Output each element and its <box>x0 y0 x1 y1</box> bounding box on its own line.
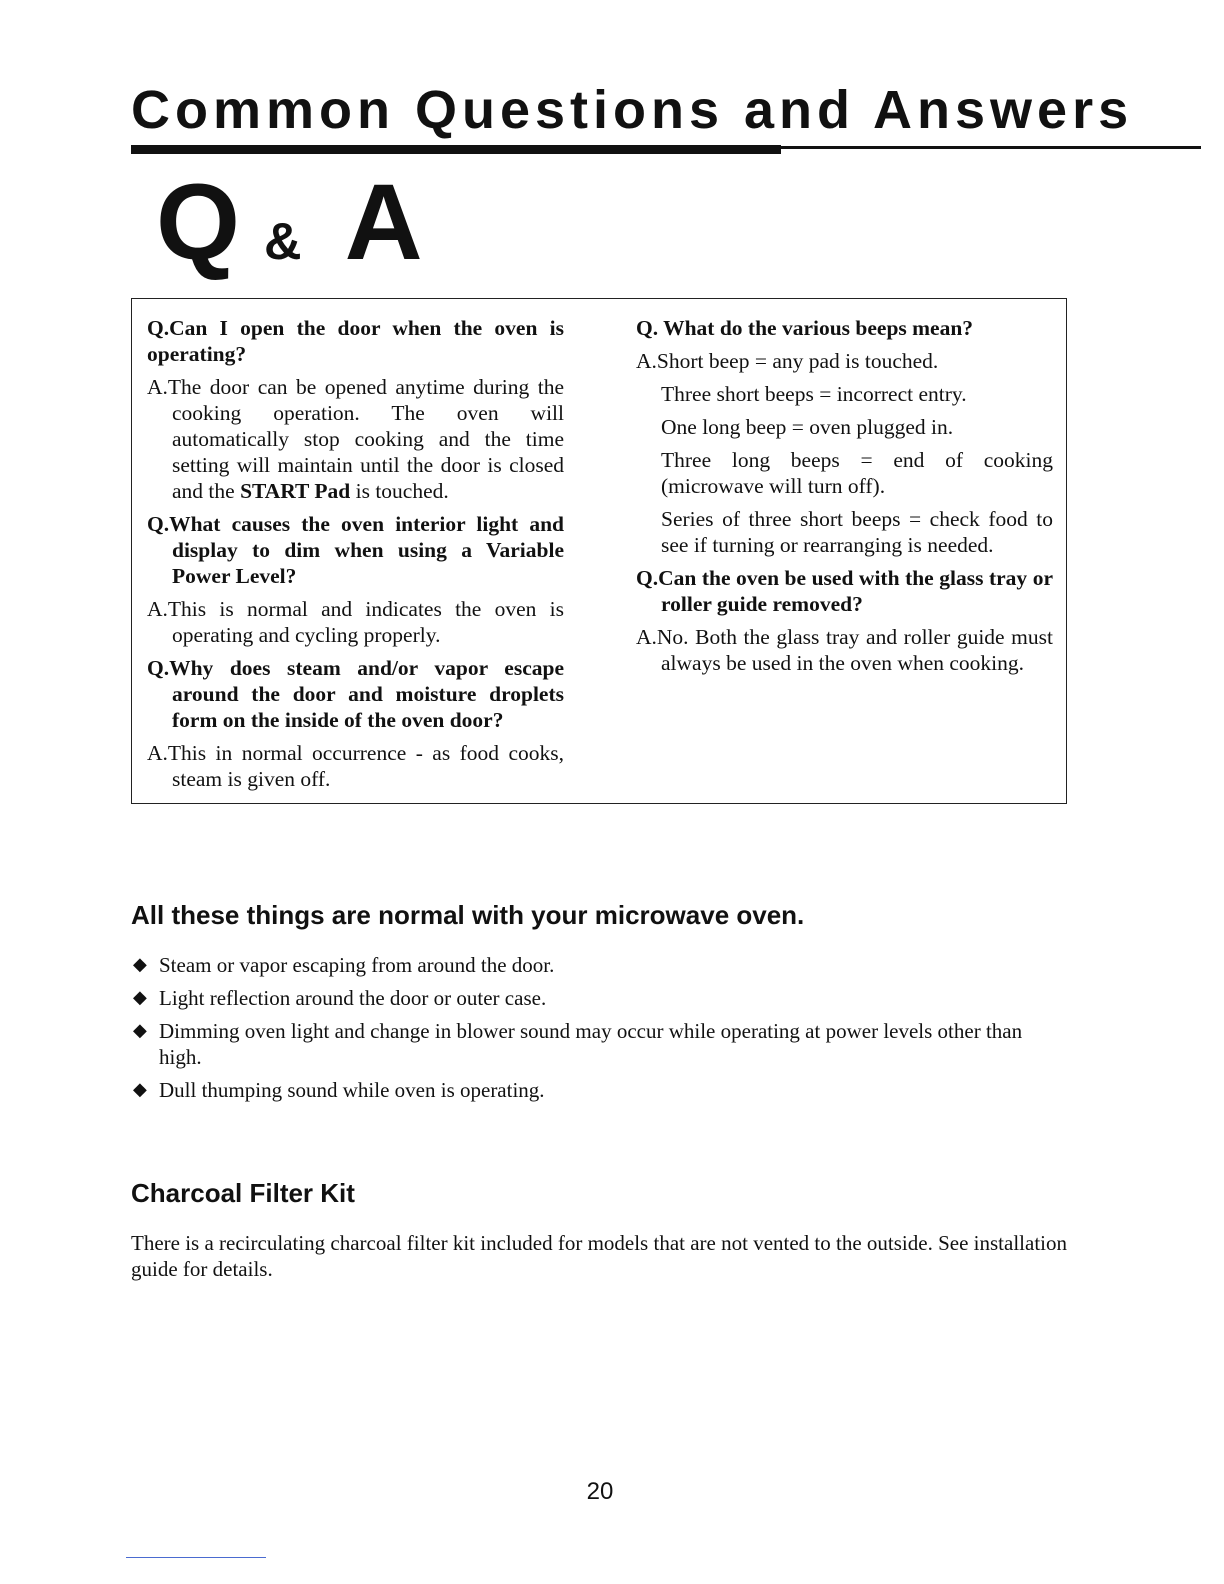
diamond-bullet-icon: ◆ <box>133 1079 147 1100</box>
answer-line: Series of three short beeps = check food to see if turning or rearranging is needed. <box>661 507 1053 557</box>
answer: A.Short beep = any pad is touched. <box>636 349 939 373</box>
list-item-text: Dull thumping sound while oven is operating. <box>159 1078 545 1102</box>
page-number: 20 <box>586 1478 614 1505</box>
question: Q.What causes the oven interior light and display to dim when using a Variable Power Level? <box>147 512 564 588</box>
diamond-bullet-icon: ◆ <box>133 954 147 975</box>
answer-line: One long beep = oven plugged in. <box>661 415 954 439</box>
diamond-bullet-icon: ◆ <box>133 1020 147 1041</box>
list-item <box>131 1077 1067 1103</box>
answer: A.This in normal occurrence - as food cooks, steam is given off. <box>147 741 564 791</box>
question: Q.Why does steam and/or vapor escape around the door and moisture droplets form on the inside of the oven door? <box>147 656 564 732</box>
title-underline-thick <box>131 145 781 154</box>
charcoal-filter-heading: Charcoal Filter Kit <box>131 1178 355 1208</box>
list-item-text: Steam or vapor escaping from around the door. <box>159 953 555 977</box>
qa-right-column <box>636 315 1053 683</box>
normal-things-heading: All these things are normal with your microwave oven. <box>131 900 805 930</box>
list-item <box>131 985 1067 1011</box>
footer-rule <box>126 1557 266 1558</box>
qa-logo-ampersand: & <box>264 213 302 271</box>
question: Q. What do the various beeps mean? <box>636 316 974 340</box>
title-underline-thin <box>781 146 1201 149</box>
list-item-text: Light reflection around the door or outer case. <box>159 986 547 1010</box>
answer-line: Three short beeps = incorrect entry. <box>661 382 967 406</box>
list-item <box>131 1018 1067 1070</box>
start-pad-label: START Pad <box>240 479 351 503</box>
normal-things-list <box>131 952 1067 1110</box>
answer-text-tail: is touched. <box>350 479 449 503</box>
qa-logo-a: A <box>344 161 423 282</box>
qa-logo-q: Q <box>156 161 239 282</box>
answer-text: A.The door can be opened anytime during the cooking operation. The oven will automatically stop cooking and the time setting will maintain until the door is closed and the <box>147 375 564 503</box>
qa-box <box>131 298 1067 804</box>
answer: A.This is normal and indicates the oven is operating and cycling properly. <box>147 597 564 647</box>
answer: A.No. Both the glass tray and roller guide must always be used in the oven when cooking. <box>636 625 1053 675</box>
list-item <box>131 952 1067 978</box>
answer-line: Three long beeps = end of cooking (microwave will turn off). <box>661 448 1053 498</box>
qa-left-column <box>147 315 564 799</box>
list-item-text: Dimming oven light and change in blower sound may occur while operating at power levels other than high. <box>159 1019 1023 1069</box>
charcoal-filter-text: There is a recirculating charcoal filter kit included for models that are not vented to the outside. See installation guide for details. <box>131 1231 1067 1281</box>
page-title: Common Questions and Answers <box>131 80 1134 140</box>
diamond-bullet-icon: ◆ <box>133 987 147 1008</box>
qa-logo <box>131 161 423 282</box>
question: Q.Can I open the door when the oven is operating? <box>147 316 564 366</box>
question: Q.Can the oven be used with the glass tray or roller guide removed? <box>636 566 1053 616</box>
answer <box>147 374 564 504</box>
